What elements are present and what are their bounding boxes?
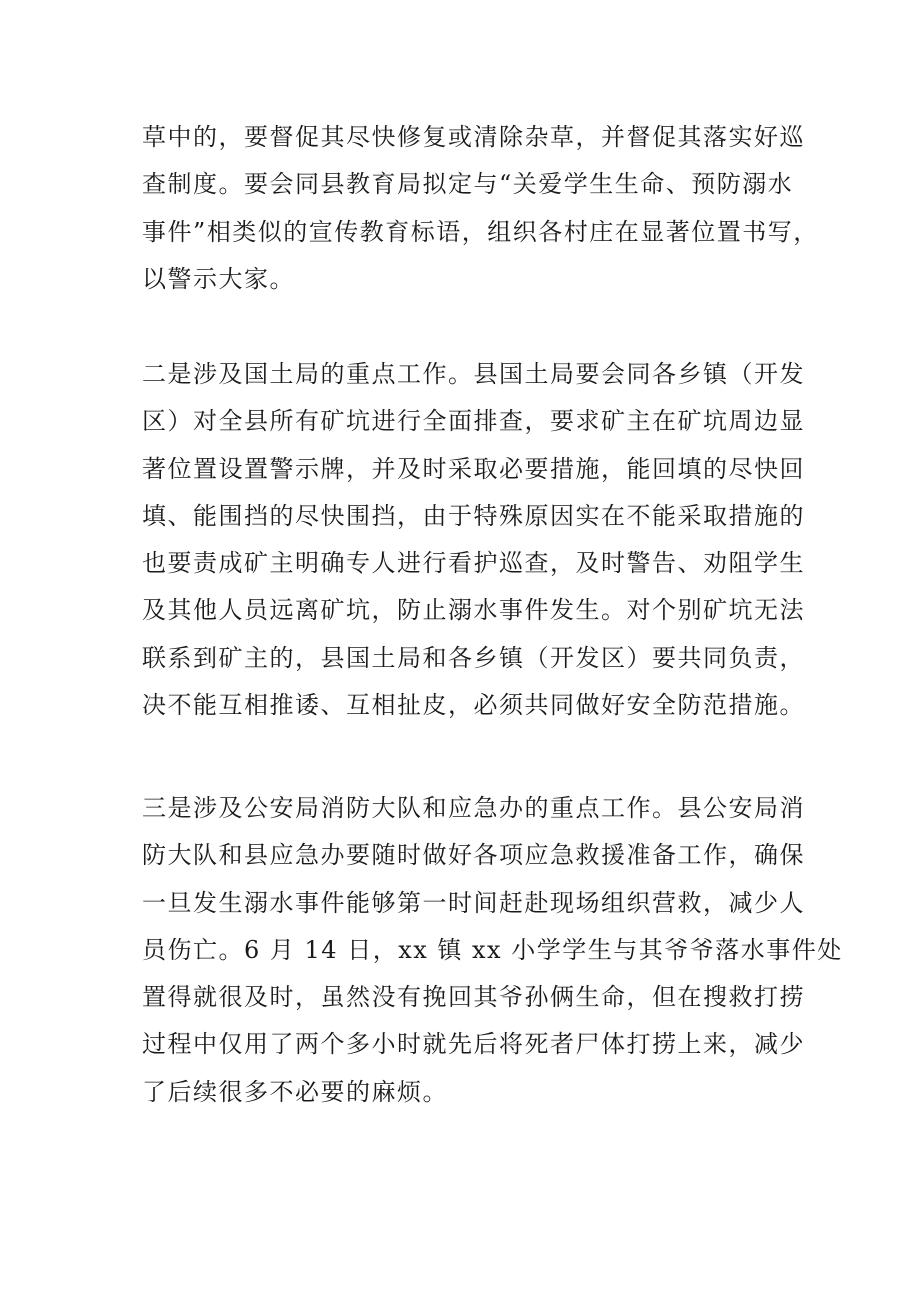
text-line: 填、能围挡的尽快围挡，由于特殊原因实在不能采取措施的 (142, 501, 805, 530)
text-line: 过程中仅用了两个多小时就先后将死者尸体打捞上来，减少 (142, 1030, 805, 1059)
text-line: 草中的，要督促其尽快修复或清除杂草，并督促其落实好巡 (142, 123, 805, 151)
text-line: 及其他人员远离矿坑，防止溺水事件发生。对个别矿坑无法 (142, 596, 805, 625)
text-line: 联系到矿主的，县国土局和各乡镇（开发区）要共同负责， (142, 643, 805, 672)
text-line: 事件”相类似的宣传教育标语，组织各村庄在显著位置书写， (142, 217, 819, 246)
paragraph-3 (142, 785, 843, 1116)
text-line: 员伤亡。6 月 14 日，xx 镇 xx 小学学生与其爷爷落水事件处 (142, 935, 843, 964)
text-line: 三是涉及公安局消防大队和应急办的重点工作。县公安局消 (142, 794, 805, 822)
text-line: 查制度。要会同县教育局拟定与“关爱学生生命、预防溺水 (142, 170, 794, 199)
text-line: 也要责成矿主明确专人进行看护巡查，及时警告、劝阻学生 (142, 549, 805, 578)
text-line: 一旦发生溺水事件能够第一时间赶赴现场组织营救，减少人 (142, 888, 805, 917)
paragraph-1 (142, 114, 819, 303)
text-line: 二是涉及国土局的重点工作。县国土局要会同各乡镇（开发 (142, 360, 805, 388)
text-line: 了后续很多不必要的麻烦。 (142, 1077, 448, 1106)
text-line: 区）对全县所有矿坑进行全面排查，要求矿主在矿坑周边显 (142, 407, 805, 436)
text-line: 防大队和县应急办要随时做好各项应急救援准备工作，确保 (142, 841, 805, 870)
text-line: 置得就很及时，虽然没有挽回其爷孙俩生命，但在搜救打捞 (142, 983, 805, 1012)
paragraph-2 (142, 351, 805, 729)
text-line: 以警示大家。 (142, 264, 295, 293)
text-line: 著位置设置警示牌，并及时采取必要措施，能回填的尽快回 (142, 454, 805, 483)
text-line: 决不能互相推诿、互相扯皮，必须共同做好安全防范措施。 (142, 691, 805, 720)
